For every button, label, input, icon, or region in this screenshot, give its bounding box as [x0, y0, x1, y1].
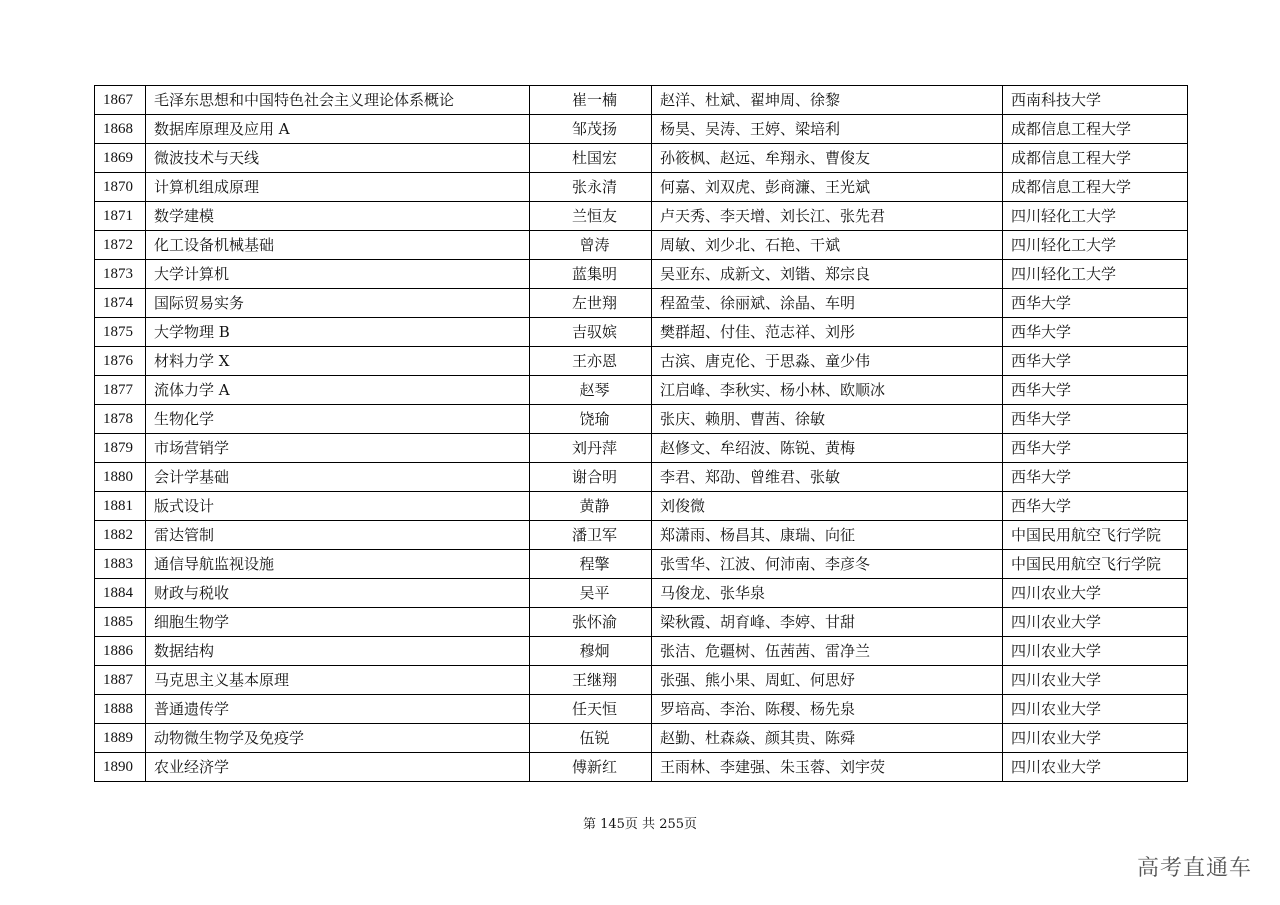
table-row [95, 318, 1188, 347]
table-row [95, 376, 1188, 405]
cell-number: 1869 [95, 144, 146, 173]
cell-course-lead: 蓝集明 [530, 260, 652, 289]
cell-team-members: 江启峰、李秋实、杨小林、欧顺冰 [652, 376, 1003, 405]
cell-team-members: 张庆、赖朋、曹茜、徐敏 [652, 405, 1003, 434]
cell-team-members: 罗培高、李治、陈稷、杨先泉 [652, 695, 1003, 724]
cell-course-lead: 邹茂扬 [530, 115, 652, 144]
cell-team-members: 古滨、唐克伦、于思淼、童少伟 [652, 347, 1003, 376]
cell-number: 1886 [95, 637, 146, 666]
cell-school: 西华大学 [1003, 492, 1188, 521]
table-row [95, 550, 1188, 579]
table-row [95, 608, 1188, 637]
cell-course-lead: 王继翔 [530, 666, 652, 695]
cell-number: 1868 [95, 115, 146, 144]
cell-number: 1877 [95, 376, 146, 405]
cell-course-name: 马克思主义基本原理 [146, 666, 530, 695]
cell-course-lead: 黄静 [530, 492, 652, 521]
cell-number: 1879 [95, 434, 146, 463]
table-row [95, 115, 1188, 144]
cell-school: 中国民用航空飞行学院 [1003, 521, 1188, 550]
table-row [95, 492, 1188, 521]
cell-number: 1872 [95, 231, 146, 260]
cell-course-name: 计算机组成原理 [146, 173, 530, 202]
cell-course-lead: 崔一楠 [530, 86, 652, 115]
cell-team-members: 李君、郑劭、曾维君、张敏 [652, 463, 1003, 492]
table-row [95, 173, 1188, 202]
table-row [95, 405, 1188, 434]
cell-course-name: 数据结构 [146, 637, 530, 666]
cell-team-members: 程盈莹、徐丽斌、涂晶、车明 [652, 289, 1003, 318]
cell-course-name: 生物化学 [146, 405, 530, 434]
cell-school: 西南科技大学 [1003, 86, 1188, 115]
cell-team-members: 张强、熊小果、周虹、何思妤 [652, 666, 1003, 695]
cell-number: 1870 [95, 173, 146, 202]
cell-school: 西华大学 [1003, 434, 1188, 463]
cell-school: 四川农业大学 [1003, 724, 1188, 753]
table-row [95, 289, 1188, 318]
cell-course-lead: 饶瑜 [530, 405, 652, 434]
cell-school: 四川轻化工大学 [1003, 202, 1188, 231]
cell-course-name: 财政与税收 [146, 579, 530, 608]
cell-number: 1881 [95, 492, 146, 521]
cell-course-lead: 伍锐 [530, 724, 652, 753]
cell-number: 1871 [95, 202, 146, 231]
cell-course-name: 市场营销学 [146, 434, 530, 463]
cell-course-lead: 兰恒友 [530, 202, 652, 231]
table-row [95, 231, 1188, 260]
cell-school: 西华大学 [1003, 318, 1188, 347]
cell-school: 成都信息工程大学 [1003, 144, 1188, 173]
cell-number: 1875 [95, 318, 146, 347]
table-row [95, 666, 1188, 695]
cell-team-members: 杨昊、吴涛、王婷、梁培利 [652, 115, 1003, 144]
cell-course-name: 国际贸易实务 [146, 289, 530, 318]
cell-course-lead: 任天恒 [530, 695, 652, 724]
cell-course-name: 普通遗传学 [146, 695, 530, 724]
cell-number: 1883 [95, 550, 146, 579]
cell-course-lead: 傅新红 [530, 753, 652, 782]
cell-school: 西华大学 [1003, 289, 1188, 318]
cell-number: 1867 [95, 86, 146, 115]
cell-number: 1873 [95, 260, 146, 289]
cell-number: 1887 [95, 666, 146, 695]
cell-course-name: 会计学基础 [146, 463, 530, 492]
cell-school: 四川农业大学 [1003, 695, 1188, 724]
cell-team-members: 赵洋、杜斌、翟坤周、徐黎 [652, 86, 1003, 115]
cell-school: 成都信息工程大学 [1003, 173, 1188, 202]
cell-school: 西华大学 [1003, 405, 1188, 434]
cell-course-lead: 穆炯 [530, 637, 652, 666]
cell-school: 中国民用航空飞行学院 [1003, 550, 1188, 579]
cell-course-name: 细胞生物学 [146, 608, 530, 637]
cell-school: 西华大学 [1003, 463, 1188, 492]
cell-course-lead: 赵琴 [530, 376, 652, 405]
table-row [95, 434, 1188, 463]
cell-school: 四川轻化工大学 [1003, 260, 1188, 289]
course-list-table [94, 85, 1188, 782]
cell-course-lead: 吉驭嫔 [530, 318, 652, 347]
table-row [95, 347, 1188, 376]
cell-school: 西华大学 [1003, 347, 1188, 376]
cell-course-name: 数学建模 [146, 202, 530, 231]
cell-course-lead: 谢合明 [530, 463, 652, 492]
cell-course-lead: 程擎 [530, 550, 652, 579]
table-row [95, 695, 1188, 724]
cell-course-lead: 王亦恩 [530, 347, 652, 376]
cell-course-name: 大学计算机 [146, 260, 530, 289]
cell-course-lead: 杜国宏 [530, 144, 652, 173]
watermark-logo-text: 高考直通车 [1136, 856, 1252, 881]
table-row [95, 753, 1188, 782]
table-row [95, 86, 1188, 115]
cell-course-name: 版式设计 [146, 492, 530, 521]
cell-number: 1882 [95, 521, 146, 550]
cell-team-members: 赵修文、牟绍波、陈锐、黄梅 [652, 434, 1003, 463]
cell-school: 西华大学 [1003, 376, 1188, 405]
table-row [95, 260, 1188, 289]
cell-team-members: 梁秋霞、胡育峰、李婷、甘甜 [652, 608, 1003, 637]
cell-course-lead: 左世翔 [530, 289, 652, 318]
cell-number: 1884 [95, 579, 146, 608]
cell-number: 1889 [95, 724, 146, 753]
page-number: 第 145页 共 255页 [582, 817, 698, 832]
table-row [95, 521, 1188, 550]
table-row [95, 724, 1188, 753]
cell-number: 1880 [95, 463, 146, 492]
cell-team-members: 郑潇雨、杨昌其、康瑞、向征 [652, 521, 1003, 550]
cell-number: 1888 [95, 695, 146, 724]
cell-team-members: 吴亚东、成新文、刘锴、郑宗良 [652, 260, 1003, 289]
cell-team-members: 张洁、危疆树、伍茜茜、雷净兰 [652, 637, 1003, 666]
cell-course-name: 大学物理 B [146, 318, 530, 347]
cell-team-members: 马俊龙、张华泉 [652, 579, 1003, 608]
cell-course-name: 农业经济学 [146, 753, 530, 782]
cell-team-members: 何嘉、刘双虎、彭商濂、王光斌 [652, 173, 1003, 202]
cell-school: 四川农业大学 [1003, 666, 1188, 695]
table-row [95, 202, 1188, 231]
cell-course-name: 雷达管制 [146, 521, 530, 550]
cell-course-name: 动物微生物学及免疫学 [146, 724, 530, 753]
cell-team-members: 卢天秀、李天增、刘长江、张先君 [652, 202, 1003, 231]
cell-team-members: 周敏、刘少北、石艳、干斌 [652, 231, 1003, 260]
table-row [95, 637, 1188, 666]
cell-number: 1874 [95, 289, 146, 318]
cell-course-name: 微波技术与天线 [146, 144, 530, 173]
cell-course-name: 毛泽东思想和中国特色社会主义理论体系概论 [146, 86, 530, 115]
cell-school: 四川轻化工大学 [1003, 231, 1188, 260]
table-row [95, 579, 1188, 608]
cell-team-members: 孙筱枫、赵远、牟翔永、曹俊友 [652, 144, 1003, 173]
cell-school: 四川农业大学 [1003, 637, 1188, 666]
cell-school: 四川农业大学 [1003, 579, 1188, 608]
cell-course-lead: 张怀渝 [530, 608, 652, 637]
table-body [95, 86, 1188, 782]
cell-course-name: 材料力学 X [146, 347, 530, 376]
table-row [95, 144, 1188, 173]
cell-team-members: 刘俊微 [652, 492, 1003, 521]
cell-team-members: 赵勤、杜森焱、颜其贵、陈舜 [652, 724, 1003, 753]
cell-school: 成都信息工程大学 [1003, 115, 1188, 144]
cell-team-members: 张雪华、江波、何沛南、李彦冬 [652, 550, 1003, 579]
cell-school: 四川农业大学 [1003, 753, 1188, 782]
cell-team-members: 王雨林、李建强、朱玉蓉、刘宇荧 [652, 753, 1003, 782]
cell-course-lead: 刘丹萍 [530, 434, 652, 463]
cell-course-name: 流体力学 A [146, 376, 530, 405]
cell-course-name: 数据库原理及应用 A [146, 115, 530, 144]
cell-number: 1890 [95, 753, 146, 782]
cell-number: 1876 [95, 347, 146, 376]
cell-course-lead: 潘卫军 [530, 521, 652, 550]
cell-course-lead: 曾涛 [530, 231, 652, 260]
cell-number: 1878 [95, 405, 146, 434]
cell-course-lead: 张永清 [530, 173, 652, 202]
cell-course-name: 通信导航监视设施 [146, 550, 530, 579]
table-row [95, 463, 1188, 492]
cell-team-members: 樊群超、付佳、范志祥、刘彤 [652, 318, 1003, 347]
cell-school: 四川农业大学 [1003, 608, 1188, 637]
cell-number: 1885 [95, 608, 146, 637]
cell-course-name: 化工设备机械基础 [146, 231, 530, 260]
cell-course-lead: 吴平 [530, 579, 652, 608]
